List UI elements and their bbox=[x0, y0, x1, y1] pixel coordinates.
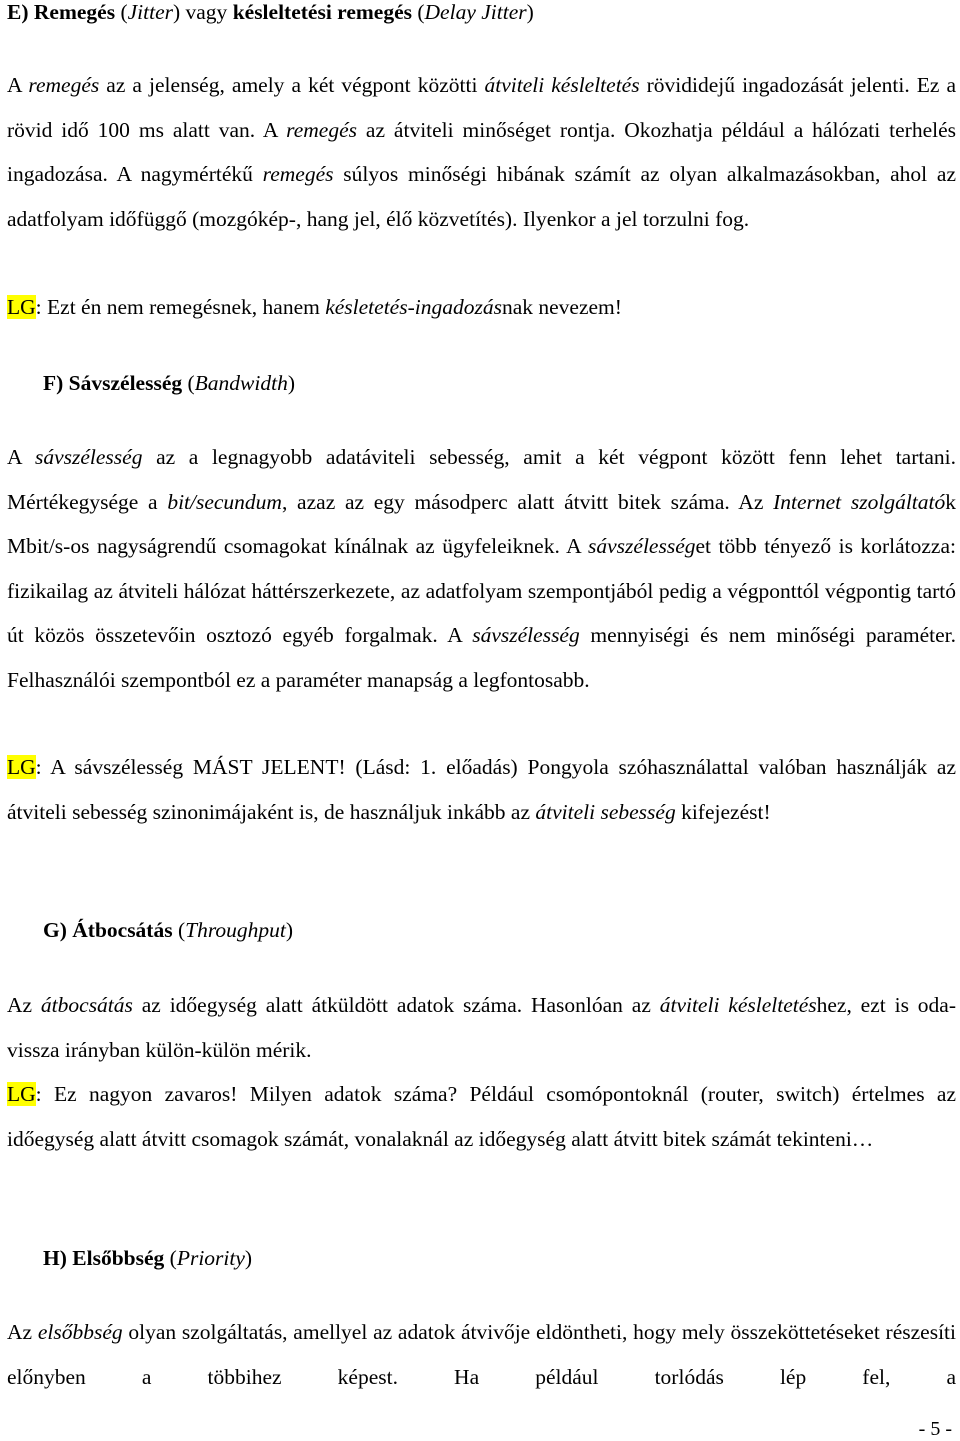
text: mennyiségi és nem minőségi paraméter. Felhasználói szempontból ez a paraméter manapság a legfontosabb. bbox=[7, 623, 956, 692]
heading-italic: Delay Jitter bbox=[424, 0, 527, 24]
text: az átviteli minőséget rontja. Okozhatja például a hálózati terhelés ingadozása. A nagymértékű bbox=[7, 117, 956, 186]
heading-italic: Bandwidth bbox=[194, 371, 288, 395]
italic-term: átbocsátás bbox=[40, 993, 133, 1017]
heading-bold: H) Elsőbbség bbox=[43, 1246, 165, 1270]
heading-text: ( bbox=[115, 0, 128, 24]
heading-text: ) bbox=[287, 371, 296, 395]
italic-term: késletetés-ingadozás bbox=[325, 295, 502, 319]
text: Az bbox=[7, 1320, 38, 1344]
text: : A sávszélesség MÁST JELENT! (Lásd: 1. előadás) Pongyola szóhasználattal valóban használják az átviteli sebesség szinonimájaként is, de használjuk inkább az bbox=[7, 755, 956, 824]
heading-italic: Jitter bbox=[127, 0, 173, 24]
paragraph-e-body bbox=[7, 63, 956, 241]
text: Az bbox=[7, 993, 41, 1017]
heading-bold: F) Sávszélesség bbox=[43, 371, 183, 395]
text: kifejezést! bbox=[675, 799, 771, 824]
heading-bold: G) Átbocsátás bbox=[43, 918, 173, 942]
italic-term: bit/secundum bbox=[167, 489, 282, 514]
text: az a jelenség, amely a két végpont közötti bbox=[99, 73, 485, 97]
heading-bold: késleltetési remegés bbox=[232, 0, 412, 24]
text: A bbox=[7, 73, 29, 97]
heading-bold: E) Remegés bbox=[7, 0, 116, 24]
lg-highlight: LG bbox=[7, 295, 36, 319]
section-heading-e bbox=[7, 0, 534, 24]
lg-highlight: LG bbox=[7, 1082, 36, 1106]
heading-text: ) bbox=[285, 918, 294, 942]
italic-term: elsőbbség bbox=[37, 1320, 123, 1344]
heading-text: ( bbox=[182, 371, 195, 395]
text: A bbox=[7, 445, 35, 469]
text: az a legnagyobb adatáviteli sebesség, amit a két végpont között fenn lehet tartani. Mértékegysége a bbox=[7, 445, 956, 514]
italic-term: sávszélesség bbox=[472, 623, 580, 647]
italic-term: sávszélesség bbox=[34, 445, 143, 469]
text: et több tényező is korlátozza: fizikailag az átviteli hálózat háttérszerkezete, az adatfolyam szempontjából pedig a végponttól végpontig tartó út közös összetevőin osztozó egyéb forgalmak. A bbox=[7, 534, 956, 647]
text: az időegység alatt átküldött adatok száma. Hasonlóan az bbox=[132, 993, 660, 1017]
text: nak nevezem! bbox=[501, 295, 622, 319]
heading-text: ) bbox=[526, 0, 534, 24]
italic-term: átviteli sebesség bbox=[535, 799, 676, 824]
section-heading-f bbox=[43, 371, 295, 395]
heading-text: ) bbox=[244, 1246, 253, 1270]
section-heading-h bbox=[43, 1246, 252, 1270]
section-heading-g bbox=[43, 918, 293, 942]
paragraph-f-lg-note bbox=[7, 745, 956, 834]
paragraph-e-lg-note bbox=[7, 285, 956, 330]
italic-term: remegés bbox=[262, 162, 334, 186]
heading-text: ( bbox=[172, 918, 186, 942]
text: k Mbit/s-os nagyságrendű csomagokat kínálnak az ügyfeleiknek. A bbox=[7, 489, 956, 558]
text: : Ezt én nem remegésnek, hanem bbox=[35, 295, 326, 319]
heading-text: ( bbox=[411, 0, 425, 24]
paragraph-g-body bbox=[7, 983, 956, 1072]
heading-text: ( bbox=[164, 1246, 177, 1270]
italic-term: remegés bbox=[28, 73, 100, 97]
page-number: - 5 - bbox=[918, 1418, 952, 1440]
text: : Ez nagyon zavaros! Milyen adatok száma? Például csomópontoknál (router, switch) értelmes az időegység alatt átvitt csomagok számát, vonalaknál az időegység alatt átvitt bitek számát tekinteni… bbox=[7, 1082, 956, 1151]
italic-term: átviteli késleltetés bbox=[484, 73, 640, 97]
italic-term: remegés bbox=[286, 117, 358, 142]
text: hez, ezt is oda-vissza irányban külön-külön mérik. bbox=[7, 993, 956, 1062]
heading-italic: Throughput bbox=[185, 918, 286, 942]
text: , azaz az egy másodperc alatt átvitt bitek száma. Az bbox=[281, 489, 774, 514]
text: súlyos minőségi hibának számít az olyan alkalmazásokban, ahol az adatfolyam időfüggő (mozgókép-, hang jel, élő közvetítés). Ilyenkor a jel torzulni fog. bbox=[7, 162, 957, 231]
text: olyan szolgáltatás, amellyel az adatok átvivője eldöntheti, hogy mely összeköttetéseket részesíti előnyben a többihez képest. Ha például torlódás lép fel, a bbox=[7, 1320, 956, 1389]
italic-term: átviteli késleltetés bbox=[659, 993, 817, 1017]
heading-italic: Priority bbox=[176, 1246, 245, 1270]
paragraph-f-body bbox=[7, 435, 956, 702]
italic-term: sávszélesség bbox=[588, 534, 696, 558]
italic-term: Internet szolgáltató bbox=[773, 489, 946, 514]
paragraph-h-body bbox=[7, 1310, 956, 1399]
text: rövididejű ingadozását jelenti. Ez a rövid idő 100 ms alatt van. A bbox=[7, 73, 957, 142]
heading-text: ) vagy bbox=[172, 0, 233, 24]
paragraph-g-lg-note bbox=[7, 1072, 956, 1161]
lg-highlight: LG bbox=[7, 755, 36, 779]
